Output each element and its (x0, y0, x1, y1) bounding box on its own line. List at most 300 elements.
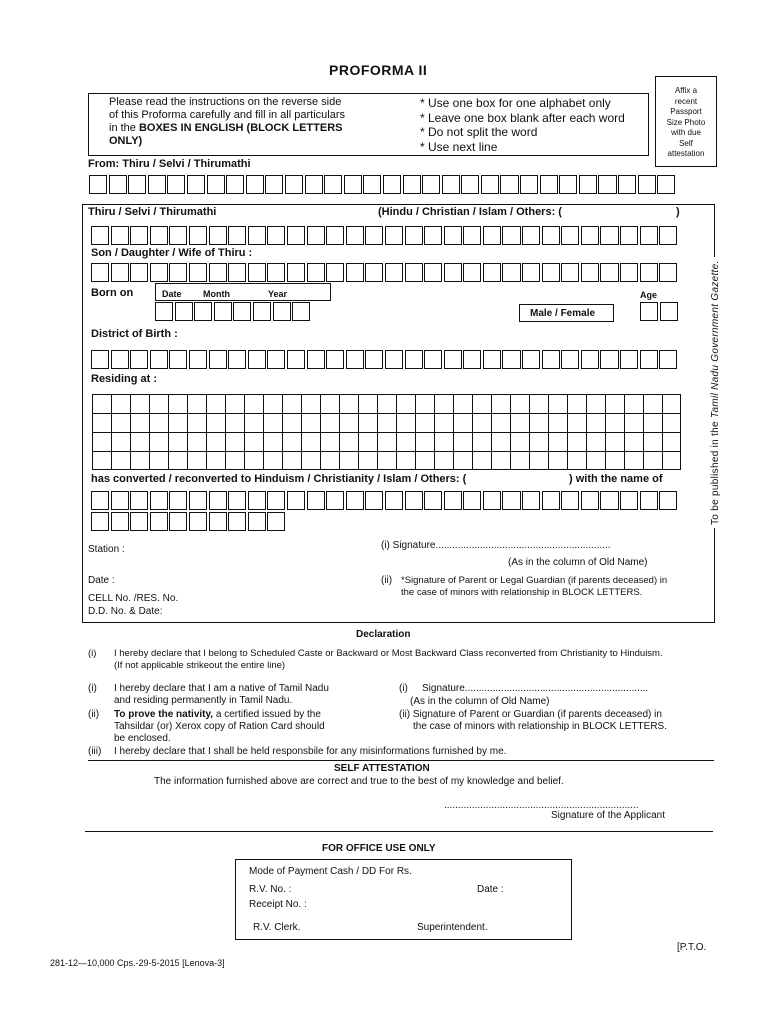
letter-box[interactable] (385, 263, 403, 282)
letter-box[interactable] (598, 175, 616, 194)
letter-box[interactable] (522, 263, 540, 282)
letter-box[interactable] (415, 432, 434, 451)
letter-box[interactable] (287, 491, 305, 510)
letter-box[interactable] (405, 263, 423, 282)
letter-box[interactable] (643, 394, 662, 413)
letter-box[interactable] (301, 413, 320, 432)
letter-box[interactable] (365, 491, 383, 510)
letter-box[interactable] (225, 413, 244, 432)
letter-box[interactable] (287, 263, 305, 282)
letter-box[interactable] (548, 413, 567, 432)
letter-box[interactable] (228, 512, 246, 531)
letter-box[interactable] (662, 451, 681, 470)
letter-box[interactable] (228, 226, 246, 245)
letter-box[interactable] (472, 413, 491, 432)
letter-box[interactable] (282, 394, 301, 413)
letter-box[interactable] (91, 263, 109, 282)
letter-box[interactable] (209, 512, 227, 531)
letter-box[interactable] (662, 432, 681, 451)
letter-box[interactable] (263, 451, 282, 470)
letter-box[interactable] (111, 394, 130, 413)
letter-box[interactable] (529, 413, 548, 432)
letter-box[interactable] (600, 491, 618, 510)
letter-box[interactable] (522, 226, 540, 245)
letter-box[interactable] (263, 394, 282, 413)
letter-box[interactable] (168, 432, 187, 451)
letter-box[interactable] (483, 226, 501, 245)
letter-box[interactable] (346, 350, 364, 369)
letter-box[interactable] (92, 451, 111, 470)
letter-box[interactable] (643, 451, 662, 470)
letter-box[interactable] (149, 432, 168, 451)
letter-box[interactable] (522, 350, 540, 369)
letter-box[interactable] (618, 175, 636, 194)
letter-box[interactable] (586, 432, 605, 451)
letter-box[interactable] (187, 394, 206, 413)
letter-box[interactable] (214, 302, 232, 321)
letter-box[interactable] (130, 512, 148, 531)
letter-box[interactable] (415, 451, 434, 470)
letter-box[interactable] (228, 350, 246, 369)
letter-box[interactable] (396, 432, 415, 451)
letter-box[interactable] (149, 451, 168, 470)
letter-box[interactable] (640, 263, 658, 282)
letter-box[interactable] (620, 350, 638, 369)
letter-box[interactable] (246, 175, 264, 194)
letter-box[interactable] (422, 175, 440, 194)
letter-box[interactable] (502, 263, 520, 282)
letter-box[interactable] (581, 491, 599, 510)
letter-box[interactable] (228, 491, 246, 510)
letter-box[interactable] (472, 432, 491, 451)
letter-box[interactable] (548, 432, 567, 451)
letter-box[interactable] (155, 302, 173, 321)
letter-box[interactable] (640, 226, 658, 245)
letter-box[interactable] (358, 413, 377, 432)
letter-box[interactable] (453, 432, 472, 451)
letter-box[interactable] (605, 394, 624, 413)
letter-box[interactable] (130, 394, 149, 413)
letter-box[interactable] (149, 394, 168, 413)
letter-box[interactable] (491, 394, 510, 413)
letter-box[interactable] (605, 451, 624, 470)
letter-box[interactable] (148, 175, 166, 194)
letter-box[interactable] (510, 394, 529, 413)
letter-box[interactable] (169, 512, 187, 531)
on-date-boxes[interactable] (91, 512, 287, 531)
letter-box[interactable] (444, 491, 462, 510)
letter-box[interactable] (624, 451, 643, 470)
letter-box[interactable] (620, 226, 638, 245)
name-boxes[interactable] (91, 226, 679, 245)
letter-box[interactable] (453, 394, 472, 413)
letter-box[interactable] (130, 432, 149, 451)
letter-box[interactable] (91, 226, 109, 245)
letter-box[interactable] (326, 263, 344, 282)
letter-box[interactable] (130, 226, 148, 245)
letter-box[interactable] (326, 226, 344, 245)
letter-box[interactable] (320, 432, 339, 451)
letter-box[interactable] (187, 451, 206, 470)
letter-box[interactable] (559, 175, 577, 194)
letter-box[interactable] (405, 491, 423, 510)
letter-box[interactable] (481, 175, 499, 194)
letter-box[interactable] (600, 350, 618, 369)
letter-box[interactable] (92, 394, 111, 413)
letter-box[interactable] (168, 394, 187, 413)
letter-box[interactable] (529, 451, 548, 470)
letter-box[interactable] (244, 413, 263, 432)
letter-box[interactable] (605, 432, 624, 451)
letter-box[interactable] (206, 451, 225, 470)
letter-box[interactable] (244, 394, 263, 413)
letter-box[interactable] (461, 175, 479, 194)
letter-box[interactable] (130, 491, 148, 510)
letter-box[interactable] (169, 491, 187, 510)
letter-box[interactable] (529, 394, 548, 413)
letter-box[interactable] (287, 350, 305, 369)
letter-box[interactable] (659, 263, 677, 282)
letter-box[interactable] (358, 432, 377, 451)
letter-box[interactable] (377, 413, 396, 432)
letter-box[interactable] (111, 263, 129, 282)
letter-box[interactable] (267, 350, 285, 369)
letter-box[interactable] (472, 394, 491, 413)
letter-box[interactable] (434, 432, 453, 451)
letter-box[interactable] (581, 263, 599, 282)
letter-box[interactable] (150, 512, 168, 531)
letter-box[interactable] (189, 491, 207, 510)
letter-box[interactable] (365, 350, 383, 369)
letter-box[interactable] (111, 432, 130, 451)
letter-box[interactable] (483, 491, 501, 510)
letter-box[interactable] (640, 491, 658, 510)
letter-box[interactable] (542, 491, 560, 510)
letter-box[interactable] (363, 175, 381, 194)
letter-box[interactable] (444, 263, 462, 282)
letter-box[interactable] (301, 394, 320, 413)
letter-box[interactable] (643, 432, 662, 451)
dob-boxes[interactable] (155, 302, 312, 321)
letter-box[interactable] (307, 350, 325, 369)
letter-box[interactable] (662, 413, 681, 432)
letter-box[interactable] (453, 413, 472, 432)
letter-box[interactable] (111, 413, 130, 432)
letter-box[interactable] (640, 302, 658, 321)
letter-box[interactable] (502, 491, 520, 510)
letter-box[interactable] (111, 491, 129, 510)
letter-box[interactable] (206, 413, 225, 432)
letter-box[interactable] (510, 432, 529, 451)
letter-box[interactable] (548, 451, 567, 470)
letter-box[interactable] (175, 302, 193, 321)
letter-box[interactable] (463, 263, 481, 282)
letter-box[interactable] (92, 413, 111, 432)
letter-box[interactable] (301, 451, 320, 470)
letter-box[interactable] (301, 432, 320, 451)
letter-box[interactable] (111, 451, 130, 470)
letter-box[interactable] (586, 451, 605, 470)
letter-box[interactable] (307, 263, 325, 282)
letter-box[interactable] (265, 175, 283, 194)
letter-box[interactable] (226, 175, 244, 194)
letter-box[interactable] (248, 263, 266, 282)
letter-box[interactable] (600, 263, 618, 282)
letter-box[interactable] (643, 413, 662, 432)
letter-box[interactable] (463, 226, 481, 245)
address-line[interactable] (92, 394, 681, 413)
letter-box[interactable] (472, 451, 491, 470)
letter-box[interactable] (111, 350, 129, 369)
letter-box[interactable] (130, 413, 149, 432)
letter-box[interactable] (659, 226, 677, 245)
district-boxes[interactable] (91, 350, 679, 369)
letter-box[interactable] (659, 350, 677, 369)
letter-box[interactable] (510, 413, 529, 432)
letter-box[interactable] (567, 432, 586, 451)
letter-box[interactable] (248, 512, 266, 531)
letter-box[interactable] (365, 226, 383, 245)
letter-box[interactable] (659, 491, 677, 510)
letter-box[interactable] (346, 491, 364, 510)
letter-box[interactable] (638, 175, 656, 194)
address-line[interactable] (92, 413, 681, 432)
letter-box[interactable] (150, 350, 168, 369)
letter-box[interactable] (150, 491, 168, 510)
letter-box[interactable] (491, 413, 510, 432)
letter-box[interactable] (273, 302, 291, 321)
letter-box[interactable] (326, 350, 344, 369)
letter-box[interactable] (403, 175, 421, 194)
letter-box[interactable] (111, 226, 129, 245)
letter-box[interactable] (405, 350, 423, 369)
letter-box[interactable] (529, 432, 548, 451)
letter-box[interactable] (444, 226, 462, 245)
letter-box[interactable] (561, 350, 579, 369)
letter-box[interactable] (307, 491, 325, 510)
letter-box[interactable] (305, 175, 323, 194)
letter-box[interactable] (206, 432, 225, 451)
letter-box[interactable] (624, 432, 643, 451)
letter-box[interactable] (244, 451, 263, 470)
letter-box[interactable] (662, 394, 681, 413)
letter-box[interactable] (128, 175, 146, 194)
letter-box[interactable] (561, 491, 579, 510)
letter-box[interactable] (282, 413, 301, 432)
letter-box[interactable] (109, 175, 127, 194)
letter-box[interactable] (396, 451, 415, 470)
letter-box[interactable] (567, 394, 586, 413)
letter-box[interactable] (385, 226, 403, 245)
letter-box[interactable] (282, 432, 301, 451)
letter-box[interactable] (424, 226, 442, 245)
letter-box[interactable] (233, 302, 251, 321)
letter-box[interactable] (542, 350, 560, 369)
letter-box[interactable] (463, 491, 481, 510)
letter-box[interactable] (542, 263, 560, 282)
new-name-boxes[interactable] (91, 491, 679, 510)
letter-box[interactable] (657, 175, 675, 194)
letter-box[interactable] (206, 394, 225, 413)
letter-box[interactable] (624, 413, 643, 432)
letter-box[interactable] (225, 451, 244, 470)
letter-box[interactable] (189, 226, 207, 245)
letter-box[interactable] (561, 263, 579, 282)
letter-box[interactable] (358, 451, 377, 470)
letter-box[interactable] (500, 175, 518, 194)
letter-box[interactable] (424, 491, 442, 510)
letter-box[interactable] (540, 175, 558, 194)
letter-box[interactable] (244, 432, 263, 451)
letter-box[interactable] (150, 263, 168, 282)
letter-box[interactable] (567, 451, 586, 470)
letter-box[interactable] (209, 491, 227, 510)
letter-box[interactable] (444, 350, 462, 369)
letter-box[interactable] (285, 175, 303, 194)
letter-box[interactable] (189, 350, 207, 369)
letter-box[interactable] (91, 350, 109, 369)
letter-box[interactable] (502, 350, 520, 369)
letter-box[interactable] (194, 302, 212, 321)
letter-box[interactable] (424, 350, 442, 369)
letter-box[interactable] (346, 226, 364, 245)
letter-box[interactable] (542, 226, 560, 245)
residing-grid[interactable] (92, 394, 681, 470)
letter-box[interactable] (453, 451, 472, 470)
letter-box[interactable] (189, 512, 207, 531)
letter-box[interactable] (339, 413, 358, 432)
address-line[interactable] (92, 432, 681, 451)
letter-box[interactable] (91, 512, 109, 531)
letter-box[interactable] (225, 394, 244, 413)
letter-box[interactable] (169, 263, 187, 282)
letter-box[interactable] (320, 394, 339, 413)
letter-box[interactable] (324, 175, 342, 194)
letter-box[interactable] (209, 226, 227, 245)
letter-box[interactable] (358, 394, 377, 413)
letter-box[interactable] (434, 413, 453, 432)
letter-box[interactable] (248, 491, 266, 510)
letter-box[interactable] (567, 413, 586, 432)
letter-box[interactable] (548, 394, 567, 413)
letter-box[interactable] (339, 394, 358, 413)
letter-box[interactable] (415, 413, 434, 432)
letter-box[interactable] (620, 491, 638, 510)
letter-box[interactable] (385, 491, 403, 510)
letter-box[interactable] (267, 491, 285, 510)
letter-box[interactable] (207, 175, 225, 194)
letter-box[interactable] (346, 263, 364, 282)
letter-box[interactable] (502, 226, 520, 245)
letter-box[interactable] (130, 263, 148, 282)
letter-box[interactable] (396, 394, 415, 413)
letter-box[interactable] (111, 512, 129, 531)
letter-box[interactable] (130, 451, 149, 470)
letter-box[interactable] (640, 350, 658, 369)
letter-box[interactable] (483, 263, 501, 282)
letter-box[interactable] (377, 432, 396, 451)
letter-box[interactable] (168, 451, 187, 470)
letter-box[interactable] (522, 491, 540, 510)
letter-box[interactable] (377, 451, 396, 470)
parent-boxes[interactable] (91, 263, 679, 282)
letter-box[interactable] (168, 413, 187, 432)
letter-box[interactable] (326, 491, 344, 510)
letter-box[interactable] (187, 432, 206, 451)
letter-box[interactable] (228, 263, 246, 282)
age-boxes[interactable] (640, 302, 679, 321)
letter-box[interactable] (365, 263, 383, 282)
letter-box[interactable] (225, 432, 244, 451)
letter-box[interactable] (463, 350, 481, 369)
letter-box[interactable] (282, 451, 301, 470)
letter-box[interactable] (187, 413, 206, 432)
letter-box[interactable] (89, 175, 107, 194)
letter-box[interactable] (624, 394, 643, 413)
letter-box[interactable] (92, 432, 111, 451)
letter-box[interactable] (169, 350, 187, 369)
letter-box[interactable] (253, 302, 271, 321)
letter-box[interactable] (267, 263, 285, 282)
letter-box[interactable] (581, 350, 599, 369)
letter-box[interactable] (248, 350, 266, 369)
letter-box[interactable] (307, 226, 325, 245)
from-name-boxes[interactable] (89, 175, 677, 194)
letter-box[interactable] (292, 302, 310, 321)
letter-box[interactable] (520, 175, 538, 194)
letter-box[interactable] (586, 413, 605, 432)
letter-box[interactable] (405, 226, 423, 245)
letter-box[interactable] (424, 263, 442, 282)
letter-box[interactable] (169, 226, 187, 245)
letter-box[interactable] (415, 394, 434, 413)
letter-box[interactable] (130, 350, 148, 369)
letter-box[interactable] (339, 432, 358, 451)
letter-box[interactable] (510, 451, 529, 470)
letter-box[interactable] (579, 175, 597, 194)
letter-box[interactable] (385, 350, 403, 369)
letter-box[interactable] (581, 226, 599, 245)
letter-box[interactable] (339, 451, 358, 470)
letter-box[interactable] (605, 413, 624, 432)
letter-box[interactable] (491, 432, 510, 451)
letter-box[interactable] (287, 226, 305, 245)
letter-box[interactable] (263, 432, 282, 451)
letter-box[interactable] (377, 394, 396, 413)
letter-box[interactable] (442, 175, 460, 194)
letter-box[interactable] (491, 451, 510, 470)
letter-box[interactable] (189, 263, 207, 282)
address-line[interactable] (92, 451, 681, 470)
letter-box[interactable] (209, 350, 227, 369)
letter-box[interactable] (600, 226, 618, 245)
letter-box[interactable] (320, 413, 339, 432)
letter-box[interactable] (660, 302, 678, 321)
letter-box[interactable] (561, 226, 579, 245)
letter-box[interactable] (267, 512, 285, 531)
letter-box[interactable] (267, 226, 285, 245)
letter-box[interactable] (483, 350, 501, 369)
letter-box[interactable] (209, 263, 227, 282)
letter-box[interactable] (263, 413, 282, 432)
letter-box[interactable] (396, 413, 415, 432)
letter-box[interactable] (91, 491, 109, 510)
letter-box[interactable] (320, 451, 339, 470)
letter-box[interactable] (150, 226, 168, 245)
letter-box[interactable] (149, 413, 168, 432)
letter-box[interactable] (187, 175, 205, 194)
letter-box[interactable] (383, 175, 401, 194)
